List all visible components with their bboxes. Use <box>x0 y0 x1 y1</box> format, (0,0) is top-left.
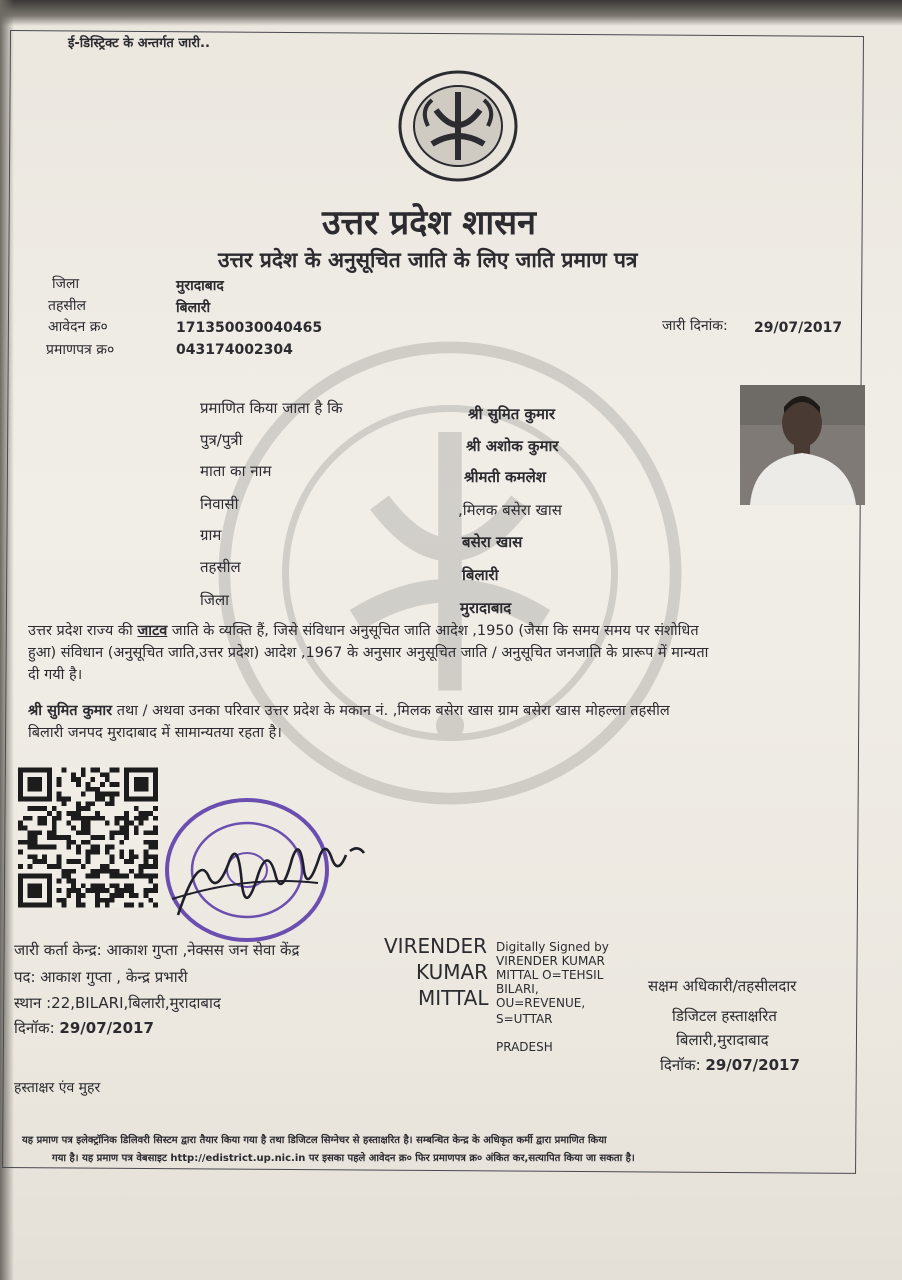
caste-name: जाटव <box>137 623 168 639</box>
issuer-centre: जारी कर्ता केन्द्र: आकाश गुप्ता ,नेक्सस जन सेवा केंद्र <box>14 941 300 959</box>
detail-value-tehsil: बिलारी <box>462 566 499 584</box>
district-value: मुरादाबाद <box>176 278 224 294</box>
certificate-title: उत्तर प्रदेश के अनुसूचित जाति के लिए जाति प्रमाण पत्र <box>218 248 638 272</box>
detail-value-father: श्री अशोक कुमार <box>466 437 559 455</box>
sign-and-seal: हस्ताक्षर एंव मुहर <box>14 1080 101 1096</box>
authority-date-value: 29/07/2017 <box>705 1056 800 1074</box>
detail-label-mother: माता का नाम <box>200 462 272 480</box>
detail-value-name: श्री सुमित कुमार <box>468 405 556 423</box>
digital-sign-line-7: PRADESH <box>496 1040 553 1054</box>
detail-value-resident: ,मिलक बसेरा खास <box>458 501 562 519</box>
detail-label-resident: निवासी <box>200 495 239 513</box>
detail-label-village: ग्राम <box>200 526 222 544</box>
detail-label-tehsil: तहसील <box>200 558 241 576</box>
certificate-number-value: 043174002304 <box>176 342 293 358</box>
issue-date-value: 29/07/2017 <box>754 320 843 336</box>
footer-line-1: यह प्रमाण पत्र इलेक्ट्रॉनिक डिलिवरी सिस्टम द्वारा तैयार किया गया है तथा डिजिटल सिग्नेचर से हस्ताक्षरित है। सम्बन्धित केन्द्र के अधिकृत कर्मी द्वारा प्रमाणित किया <box>22 1135 607 1146</box>
authority-place: बिलारी,मुरादाबाद <box>676 1031 769 1049</box>
issuer-date <box>14 1018 154 1038</box>
residence-paragraph <box>28 700 878 744</box>
digital-sign-line-6: S=UTTAR <box>496 1012 553 1026</box>
digital-sign-line-1: Digitally Signed by <box>496 940 609 954</box>
detail-value-mother: श्रीमती कमलेश <box>464 468 546 486</box>
residence-rest: तथा / अथवा उनका परिवार उत्तर प्रदेश के मकान नं. ,मिलक बसेरा खास ग्राम बसेरा खास मोहल्ला तहसील <box>112 703 670 719</box>
district-label: जिला <box>52 276 80 292</box>
issuer-date-value: 29/07/2017 <box>59 1019 154 1037</box>
digital-sign-line-5: OU=REVENUE, <box>496 996 586 1010</box>
residence-line-2: बिलारी जनपद मुरादाबाद में सामान्यतया रहता है। <box>28 725 282 741</box>
handwritten-signature <box>168 815 368 925</box>
caste-prefix: उत्तर प्रदेश राज्य की <box>28 623 138 639</box>
detail-label-son-of: पुत्र/पुत्री <box>200 431 243 449</box>
top-shadow <box>0 0 902 26</box>
caste-line-3: दी गयी है। <box>28 667 83 683</box>
qr-code[interactable] <box>18 765 158 910</box>
issuer-place: स्थान :22,BILARI,बिलारी,मुरादाबाद <box>14 994 221 1012</box>
issuer-date-label: दिनॉक: <box>14 1019 55 1037</box>
caste-line-2: हुआ) संविधान (अनुसूचित जाति,उत्तर प्रदेश) आदेश ,1967 के अनुसार अनुसूचित जाति / अनुसूचित जनजाति के प्रारूप में मान्यता <box>28 645 709 661</box>
application-label: आवेदन क्र० <box>48 319 108 335</box>
issue-date-label: जारी दिनांक: <box>662 318 728 334</box>
detail-value-village: बसेरा खास <box>462 533 523 551</box>
authority-signed: डिजिटल हस्ताक्षरित <box>672 1007 777 1025</box>
digital-sign-name-2: KUMAR <box>416 960 489 984</box>
caste-paragraph <box>28 620 878 686</box>
digital-sign-name-3: MITTAL <box>418 986 489 1010</box>
digital-sign-line-2: VIRENDER KUMAR <box>496 954 605 968</box>
government-title: उत्तर प्रदेश शासन <box>322 203 537 243</box>
authority-date-label: दिनॉक: <box>660 1056 701 1074</box>
residence-name: श्री सुमित कुमार <box>28 703 113 719</box>
tehsil-label: तहसील <box>48 298 86 314</box>
authority-title: सक्षम अधिकारी/तहसीलदार <box>648 977 797 995</box>
footer-line-2: गया है। यह प्रमाण पत्र वेबसाइट http://edistrict.up.nic.in पर इसका पहले आवेदन क्र० फिर प्रमाणपत्र क्र० अंकित कर,सत्यापित किया जा सकता है। <box>52 1153 635 1164</box>
detail-label-district: जिला <box>200 591 230 609</box>
applicant-photo <box>740 385 865 505</box>
caste-rest: जाति के व्यक्ति हैं, जिसे संविधान अनुसूचित जाति आदेश ,1950 (जैसा कि समय समय पर संशोधित <box>167 623 699 639</box>
digital-sign-line-3: MITTAL O=TEHSIL <box>496 968 604 982</box>
digital-sign-line-4: BILARI, <box>496 982 539 996</box>
application-value: 171350030040465 <box>176 320 323 336</box>
digital-sign-name-1: VIRENDER <box>384 934 488 958</box>
authority-date <box>660 1055 800 1075</box>
tehsil-value: बिलारी <box>176 300 211 316</box>
issued-under: ई-डिस्ट्रिक्ट के अन्तर्गत जारी.. <box>68 36 210 51</box>
certificate-number-label: प्रमाणपत्र क्र० <box>46 342 115 358</box>
detail-value-district: मुरादाबाद <box>460 599 512 617</box>
detail-label-certified: प्रमाणित किया जाता है कि <box>200 399 343 417</box>
up-emblem-icon <box>398 70 518 182</box>
issuer-post: पद: आकाश गुप्ता , केन्द्र प्रभारी <box>14 968 188 986</box>
